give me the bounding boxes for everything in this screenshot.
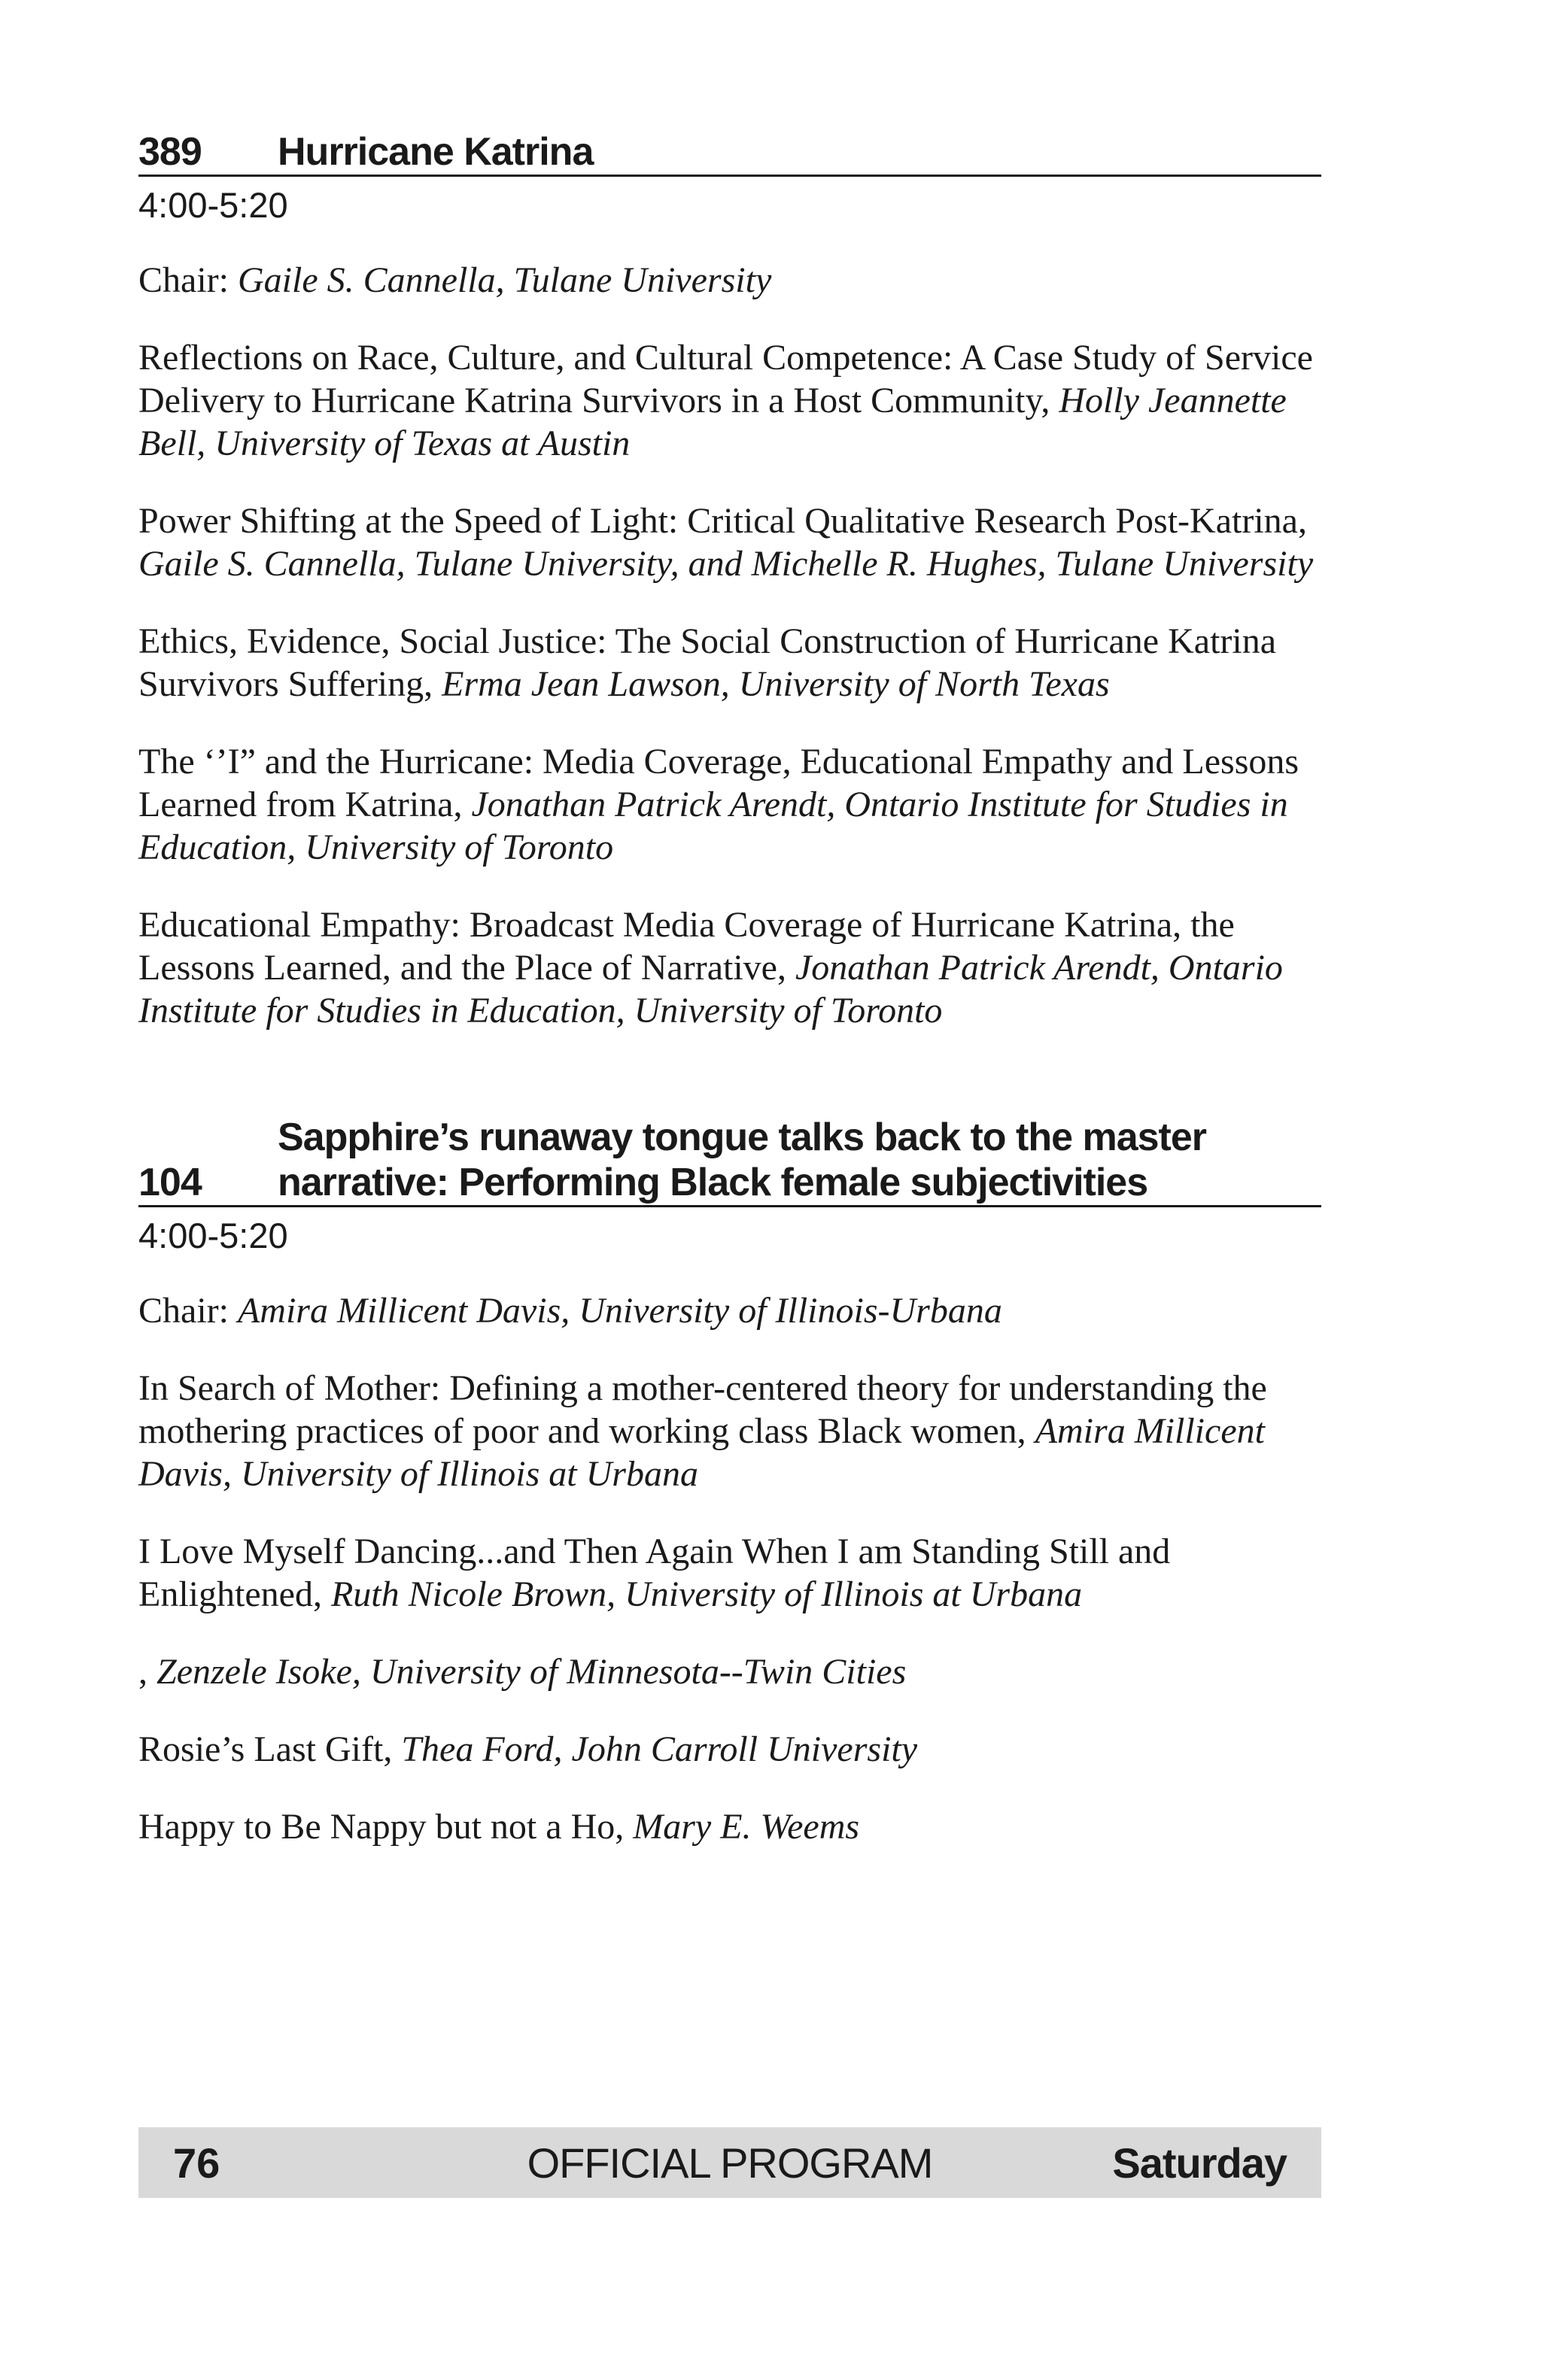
paper-authors: Erma Jean Lawson, University of North Texas	[442, 664, 1110, 704]
paper-entry	[138, 336, 1321, 465]
footer-title: OFFICIAL PROGRAM	[527, 2139, 933, 2187]
paper-entry	[138, 1805, 1321, 1848]
paper-authors: Holly Jeannette Bell, University of Texas at Austin	[138, 381, 1287, 463]
paper-authors: Mary E. Weems	[633, 1807, 860, 1847]
paper-authors: Ruth Nicole Brown, University of Illinois at Urbana	[330, 1574, 1083, 1614]
paper-entry	[138, 1530, 1321, 1616]
paper-authors: Amira Millicent Davis, University of Illinois at Urbana	[138, 1411, 1265, 1494]
paper-title: In Search of Mother: Defining a mother-centered theory for understanding the mothering practices of poor and working class Black women,	[138, 1368, 1267, 1451]
session-104	[138, 1115, 1321, 1848]
paper-title: Ethics, Evidence, Social Justice: The Social Construction of Hurricane Katrina Survivors Suffering,	[138, 621, 1277, 704]
session-header	[138, 1115, 1321, 1207]
paper-entry	[138, 620, 1321, 706]
paper-title: Reflections on Race, Culture, and Cultural Competence: A Case Study of Service Delivery to Hurricane Katrina Survivors in a Host Community,	[138, 338, 1313, 420]
paper-entry	[138, 903, 1321, 1032]
session-number: 389	[138, 130, 202, 174]
program-page	[138, 129, 1321, 1848]
paper-entry	[138, 499, 1321, 585]
paper-title: Educational Empathy: Broadcast Media Coverage of Hurricane Katrina, the Lessons Learned, and the Place of Narrative,	[138, 905, 1235, 988]
session-389	[138, 129, 1321, 1032]
paper-authors: Jonathan Patrick Arendt, Ontario Institute for Studies in Education, University of Toronto	[138, 948, 1283, 1031]
paper-entry	[138, 740, 1321, 869]
paper-authors: Gaile S. Cannella, Tulane University, and Michelle R. Hughes, Tulane University	[138, 544, 1314, 584]
paper-entry	[138, 1367, 1321, 1495]
session-header	[138, 129, 1321, 177]
paper-title: ,	[138, 1652, 147, 1692]
paper-title: Power Shifting at the Speed of Light: Critical Qualitative Research Post-Katrina,	[138, 501, 1307, 541]
session-time: 4:00-5:20	[138, 185, 288, 225]
session-title: Hurricane Katrina	[278, 130, 594, 174]
paper-title: I Love Myself Dancing...and Then Again When I am Standing Still and Enlightened,	[138, 1532, 1171, 1614]
paper-authors: Jonathan Patrick Arendt, Ontario Institute for Studies in Education, University of Toronto	[138, 785, 1288, 867]
paper-title: The ‘’I” and the Hurricane: Media Coverage, Educational Empathy and Lessons Learned from Katrina,	[138, 742, 1299, 824]
footer-page-number: 76	[173, 2139, 220, 2187]
paper-title: Happy to Be Nappy but not a Ho,	[138, 1807, 625, 1847]
session-spacer	[138, 1032, 1321, 1115]
chair-label: Chair:	[138, 260, 238, 300]
session-title: Sapphire’s runaway tongue talks back to the master narrative: Performing Black female subjectivities	[278, 1116, 1207, 1204]
chair-label: Chair:	[138, 1291, 238, 1331]
session-number: 104	[138, 1161, 202, 1204]
session-chair	[138, 260, 1321, 302]
paper-authors: Zenzele Isoke, University of Minnesota--Twin Cities	[157, 1652, 907, 1692]
paper-entry	[138, 1728, 1321, 1771]
footer-day: Saturday	[1112, 2139, 1287, 2187]
session-time: 4:00-5:20	[138, 1216, 288, 1255]
paper-authors: Thea Ford, John Carroll University	[401, 1729, 918, 1769]
page-footer	[138, 2127, 1321, 2198]
paper-entry	[138, 1650, 1321, 1693]
chair-name: Gaile S. Cannella, Tulane University	[237, 260, 772, 300]
session-chair	[138, 1290, 1321, 1332]
chair-name: Amira Millicent Davis, University of Illinois-Urbana	[237, 1291, 1002, 1331]
paper-title: Rosie’s Last Gift,	[138, 1729, 393, 1769]
